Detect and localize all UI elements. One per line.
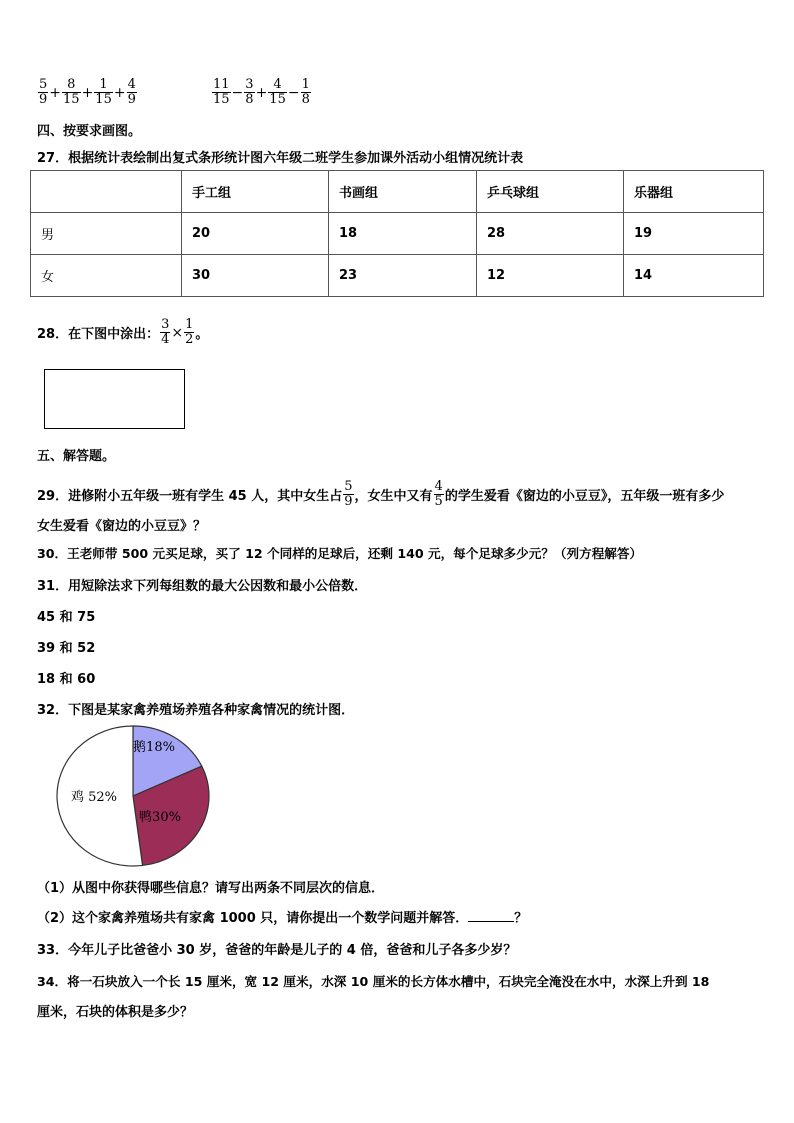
fraction: $\frac{3}{8}$: [245, 77, 254, 107]
q28-prefix: 28．在下图中涂出：: [37, 327, 160, 342]
fraction: $\frac{4}{9}$: [127, 77, 136, 107]
question-31: 31．用短除法求下列每组数的最大公因数和最小公倍数．: [37, 579, 368, 594]
fraction: $\frac{5}{9}$: [39, 77, 48, 107]
shading-rectangle[interactable]: [44, 369, 185, 429]
table-header-cell: [31, 171, 182, 213]
number-group: 45 和 75: [37, 610, 96, 625]
times-sign: ×: [171, 324, 184, 341]
question-33: 33．今年儿子比爸爸小 30 岁，爸爸的年龄是儿子的 4 倍，爸爸和儿子各多少岁？: [37, 943, 517, 958]
table-header-cell: 乐器组: [624, 171, 764, 213]
fraction: $\frac{3}{4}$: [161, 317, 170, 347]
fraction: $\frac{5}{9}$: [344, 479, 353, 509]
table-header-cell: 乒乓球组: [477, 171, 624, 213]
section-4-heading: 四、按要求画图。: [37, 124, 142, 139]
pie-slice-label: 鹅18%: [133, 740, 175, 755]
question-34-line-1: 34．将一石块放入一个长 15 厘米，宽 12 厘米，水深 10 厘米的长方体水槽中，石块完全淹没在水中，水深上升到 18: [37, 974, 710, 989]
fraction: $\frac{1}{15}$: [95, 77, 112, 107]
answer-blank[interactable]: [468, 909, 514, 922]
table-row: [31, 213, 764, 255]
table-row: [31, 255, 764, 297]
fraction: $\frac{4}{5}$: [434, 479, 443, 509]
fraction: $\frac{11}{15}$: [213, 77, 230, 107]
operator: +: [255, 84, 268, 101]
expression-a: [37, 78, 138, 107]
operator: −: [287, 84, 300, 101]
q28-suffix: 。: [195, 327, 209, 342]
question-32-part-1: （1）从图中你获得哪些信息？请写出两条不同层次的信息．: [37, 881, 385, 896]
table-cell: 18: [329, 213, 477, 255]
question-27: 27．根据统计表绘制出复式条形统计图六年级二班学生参加课外活动小组情况统计表: [37, 151, 524, 166]
pie-slice-label: 鸡 52%: [70, 790, 118, 805]
operator: +: [49, 84, 62, 101]
fraction: $\frac{4}{15}$: [269, 77, 286, 107]
table-header-cell: 书画组: [329, 171, 477, 213]
fraction: $\frac{8}{15}$: [63, 77, 80, 107]
row-label: 女: [31, 255, 182, 297]
question-32-part-2: （2）这个家禽养殖场共有家禽 1000 只，请你提出一个数学问题并解答． ？: [37, 911, 528, 926]
operator: +: [113, 84, 126, 101]
table-cell: 14: [624, 255, 764, 297]
question-29-line-2: 女生爱看《窗边的小豆豆》？: [37, 519, 207, 534]
pie-slice-label: 鸭30%: [139, 810, 181, 825]
table-cell: 19: [624, 213, 764, 255]
fraction: $\frac{1}{8}$: [301, 77, 310, 107]
fraction: $\frac{1}{2}$: [185, 317, 194, 347]
table-header-cell: 手工组: [182, 171, 329, 213]
question-34-line-2: 厘米，石块的体积是多少？: [37, 1005, 194, 1020]
number-group: 39 和 52: [37, 641, 96, 656]
pie-chart: [56, 724, 216, 872]
table-cell: 23: [329, 255, 477, 297]
row-label: 男: [31, 213, 182, 255]
question-30: 30．王老师带 500 元买足球，买了 12 个同样的足球后，还剩 140 元，每个足球多少元？（列方程解答）: [37, 546, 643, 561]
question-28: [37, 318, 208, 347]
operator: +: [81, 84, 94, 101]
operator: −: [231, 84, 244, 101]
expression-b: [211, 78, 312, 107]
table-header-row: [31, 171, 764, 213]
table-cell: 20: [182, 213, 329, 255]
section-5-heading: 五、解答题。: [37, 449, 116, 464]
question-32: 32．下图是某家禽养殖场养殖各种家禽情况的统计图．: [37, 703, 355, 718]
question-29-line-1: 29．进修附小五年级一班有学生 45 人，其中女生占 $\frac{5}{9}$ ，女生中又有 $\frac{4}{5}$ 的学生爱看《窗边的小豆豆》，五年级一班有多少: [37, 479, 725, 509]
table-cell: 12: [477, 255, 624, 297]
table-cell: 28: [477, 213, 624, 255]
number-group: 18 和 60: [37, 672, 96, 687]
table-cell: 30: [182, 255, 329, 297]
stats-table: [30, 170, 764, 297]
